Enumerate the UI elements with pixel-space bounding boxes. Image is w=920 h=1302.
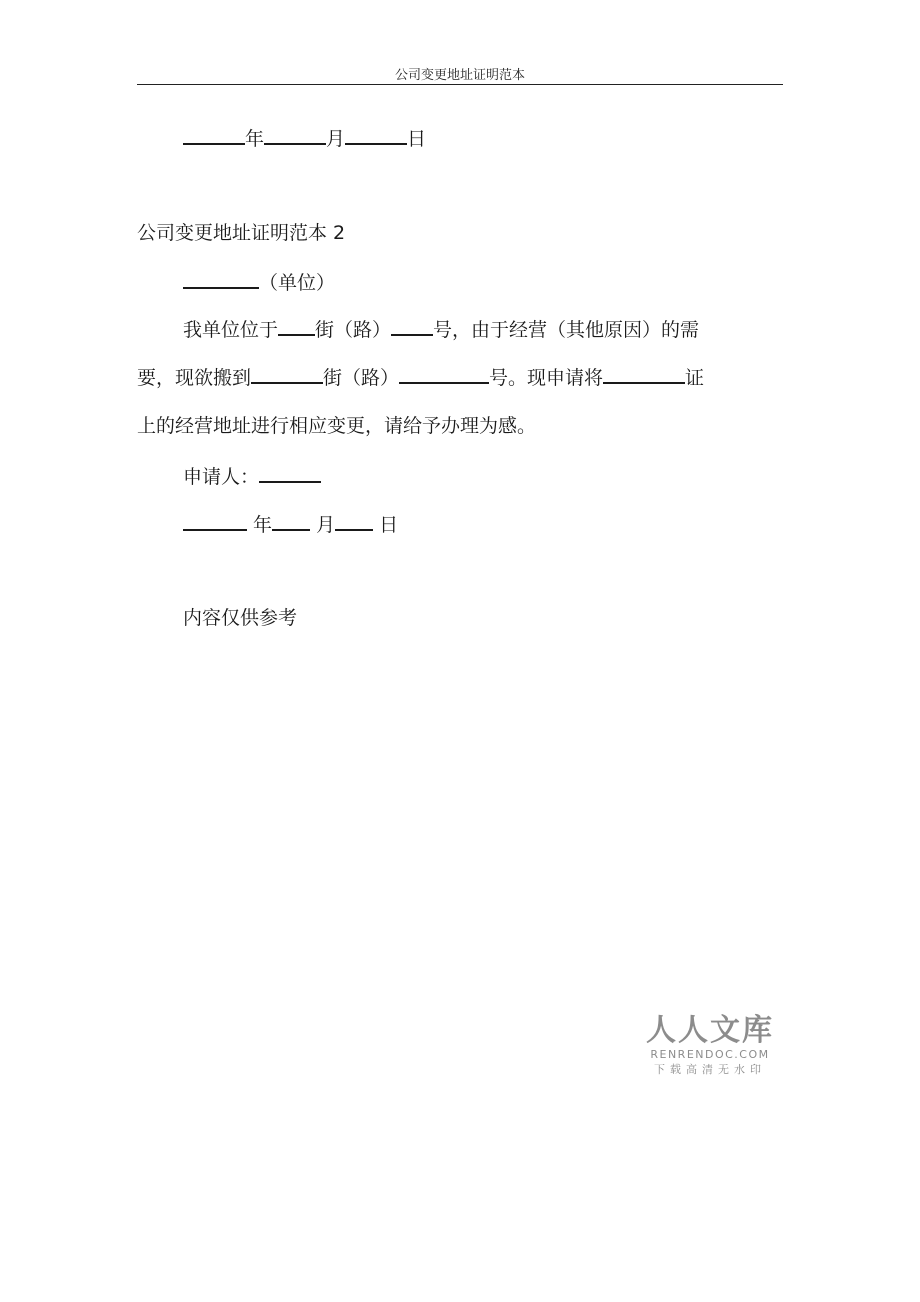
section-title: 公司变更地址证明范本 2 [137, 222, 346, 244]
month-label-2: 月 [316, 514, 336, 536]
blank-street-new [251, 364, 323, 384]
year-label-2: 年 [253, 514, 273, 536]
body-line-3: 上的经营地址进行相应变更，请给予办理为感。 [137, 415, 537, 437]
blank-day [345, 125, 407, 145]
blank-street-current [278, 316, 315, 336]
day-label-2: 日 [379, 514, 399, 536]
body-line-1: 我单位位于 街（路） 号，由于经营（其他原因）的需 [137, 306, 777, 354]
blank-applicant [259, 463, 321, 483]
unit-label: （单位） [259, 272, 336, 294]
blank-year-2 [183, 511, 247, 531]
blank-month [264, 125, 326, 145]
body-paragraph [137, 306, 777, 450]
header-rule [137, 84, 783, 85]
date-line-top [183, 125, 426, 151]
unit-line [183, 269, 335, 295]
watermark-logo [645, 1014, 775, 1078]
blank-month-2 [272, 511, 310, 531]
blank-year [183, 125, 245, 145]
watermark-url: RENRENDOC.COM [650, 1048, 770, 1061]
day-label: 日 [407, 128, 427, 150]
year-label: 年 [245, 128, 265, 150]
applicant-label: 申请人： [183, 466, 260, 488]
reference-note: 内容仅供参考 [183, 607, 298, 629]
applicant-line [183, 463, 321, 489]
blank-unit [183, 269, 259, 289]
watermark-title: 人人文库 [646, 1013, 774, 1048]
blank-number-current [391, 316, 433, 336]
blank-number-new [399, 364, 489, 384]
date-line-bottom [183, 511, 398, 537]
body-line-2: 要，现欲搬到 街（路） 号。现申请将 证 [137, 354, 777, 402]
blank-day-2 [335, 511, 373, 531]
page-header-title: 公司变更地址证明范本 [394, 68, 525, 83]
blank-certificate [603, 364, 685, 384]
watermark-slogan: 下载高清无水印 [654, 1063, 766, 1076]
month-label: 月 [326, 128, 346, 150]
